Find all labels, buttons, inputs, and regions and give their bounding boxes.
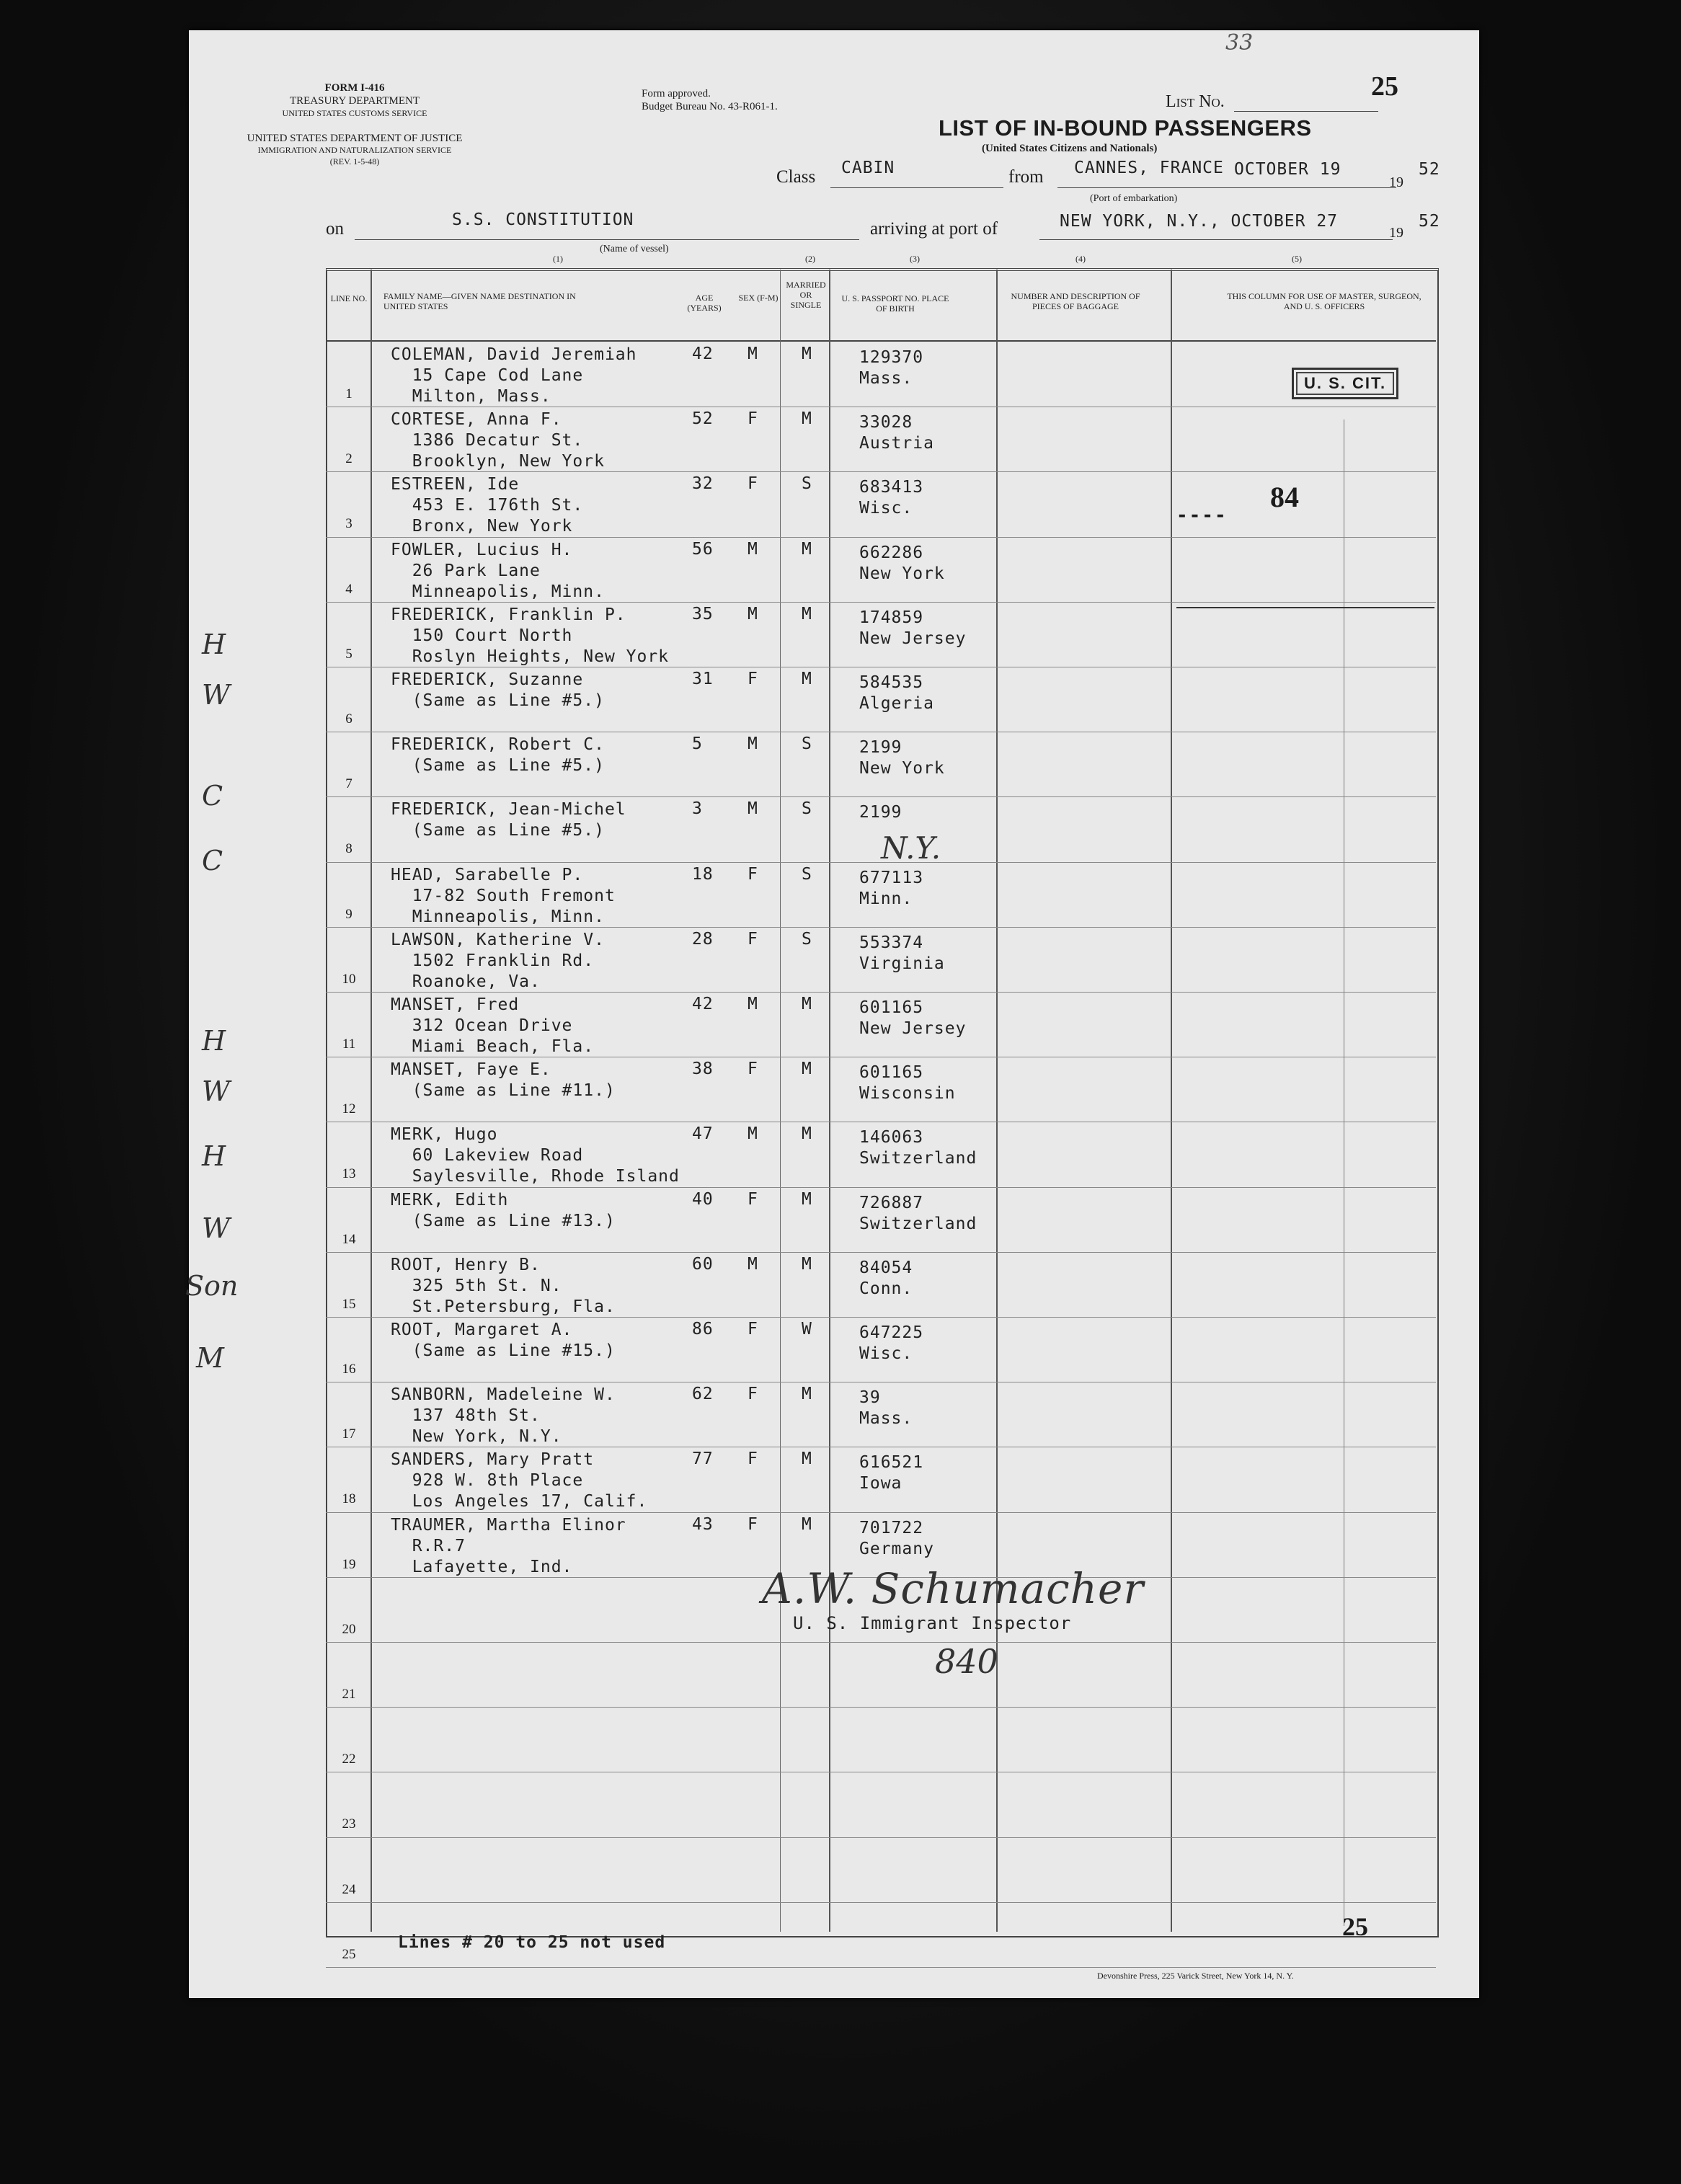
col-sex: SEX (F-M) — [738, 293, 779, 303]
passenger-row — [326, 732, 1436, 796]
class-value: CABIN — [841, 159, 895, 177]
from-label: from — [1008, 167, 1044, 187]
passenger-name-destination: ROOT, Henry B. 325 5th St. N. St.Petersburg, Fla. — [391, 1256, 616, 1316]
margin-mark: W — [202, 679, 231, 711]
passport-birthplace: 616521 Iowa — [859, 1453, 924, 1493]
passenger-marital-status: S — [802, 865, 812, 884]
passenger-name-destination: FREDERICK, Jean-Michel (Same as Line #5.) — [391, 800, 626, 840]
passenger-row — [326, 667, 1436, 732]
passenger-marital-status: S — [802, 799, 812, 818]
unused-lines-note: Lines # 20 to 25 not used — [398, 1933, 666, 1952]
passport-birthplace: 174859 New Jersey — [859, 608, 967, 648]
passenger-row — [326, 862, 1436, 927]
passenger-marital-status: M — [802, 995, 812, 1013]
col-num-3: (3) — [910, 254, 920, 264]
passport-birthplace: 2199 New York — [859, 738, 945, 778]
passenger-count: 84 — [1270, 481, 1299, 513]
passenger-sex: F — [748, 1450, 758, 1468]
count-dash: ---- — [1176, 505, 1228, 526]
passenger-sex: M — [748, 1255, 758, 1274]
passenger-manifest-sheet — [185, 30, 1479, 1998]
date-underline — [1274, 187, 1396, 188]
embark-year: 52 — [1419, 160, 1440, 179]
col-name-dest: FAMILY NAME—GIVEN NAME DESTINATION IN UNITED STATES — [383, 291, 576, 311]
margin-mark: M — [196, 1342, 224, 1374]
passenger-name-destination: COLEMAN, David Jeremiah 15 Cape Cod Lane Milton, Mass. — [391, 345, 637, 406]
arrival-port-date: NEW YORK, N.Y., OCTOBER 27 — [1060, 212, 1339, 231]
passenger-sex: F — [748, 1060, 758, 1078]
passport-birthplace: 39 Mass. — [859, 1388, 913, 1428]
passenger-name-destination: TRAUMER, Martha Elinor R.R.7 Lafayette, Ind. — [391, 1516, 626, 1576]
printer-imprint: Devonshire Press, 225 Varick Street, New York 14, N. Y. — [1097, 1971, 1294, 1981]
passenger-marital-status: M — [802, 540, 812, 559]
form-approved: Form approved. — [642, 88, 711, 99]
passenger-sex: F — [748, 474, 758, 493]
row-divider — [326, 1837, 1436, 1838]
passport-birthplace: 146063 Switzerland — [859, 1128, 977, 1168]
port-caption: (Port of embarkation) — [1090, 193, 1178, 204]
customs-service: UNITED STATES CUSTOMS SERVICE — [282, 108, 427, 118]
passenger-marital-status: M — [802, 345, 812, 363]
margin-mark: C — [202, 845, 223, 876]
passport-birthplace: 2199 — [859, 803, 902, 822]
passenger-row — [326, 992, 1436, 1057]
row-divider — [326, 1902, 1436, 1903]
revision-date: (REV. 1-5-48) — [329, 156, 380, 167]
col-passport: U. S. PASSPORT NO. PLACE OF BIRTH — [841, 293, 949, 314]
year-prefix: 19 — [1389, 174, 1403, 190]
list-no-line — [1234, 111, 1378, 112]
class-underline — [830, 187, 1003, 188]
passenger-sex: F — [748, 865, 758, 884]
manifest-subtitle: (United States Citizens and Nationals) — [982, 143, 1158, 154]
margin-mark: Son — [185, 1270, 239, 1302]
empty-line-number: 25 — [342, 1947, 356, 1962]
passenger-sex: M — [748, 1124, 758, 1143]
empty-line-number: 23 — [342, 1816, 356, 1832]
treasury-dept: TREASURY DEPARTMENT — [289, 95, 420, 107]
passenger-name-destination: MERK, Edith (Same as Line #13.) — [391, 1191, 616, 1230]
passenger-age: 38 — [692, 1060, 714, 1078]
passport-birthplace: 683413 Wisc. — [859, 478, 924, 518]
line-number: 11 — [342, 1036, 356, 1052]
passenger-age: 56 — [692, 540, 714, 559]
arrival-year: 52 — [1419, 212, 1440, 231]
passenger-name-destination: HEAD, Sarabelle P. 17-82 South Fremont Minneapolis, Minn. — [391, 866, 616, 926]
port-of-embarkation: CANNES, FRANCE — [1074, 159, 1224, 177]
passenger-age: 28 — [692, 930, 714, 949]
passenger-name-destination: MANSET, Faye E. (Same as Line #11.) — [391, 1060, 616, 1100]
passport-birthplace: 33028 Austria — [859, 413, 934, 453]
passenger-row — [326, 1382, 1436, 1447]
line-number: 19 — [342, 1557, 356, 1572]
passenger-marital-status: M — [802, 1450, 812, 1468]
margin-mark: W — [202, 1212, 231, 1244]
col-age: AGE (YEARS) — [687, 293, 722, 313]
passenger-row — [326, 537, 1436, 602]
margin-mark: H — [202, 629, 226, 660]
passenger-name-destination: CORTESE, Anna F. 1386 Decatur St. Brooklyn, New York — [391, 410, 605, 471]
passenger-name-destination: FOWLER, Lucius H. 26 Park Lane Minneapolis, Minn. — [391, 541, 605, 601]
embark-date: OCTOBER 19 — [1234, 160, 1341, 179]
passenger-marital-status: S — [802, 734, 812, 753]
line-number: 16 — [342, 1362, 356, 1377]
line-number: 18 — [342, 1491, 356, 1506]
passenger-age: 52 — [692, 409, 714, 428]
inspector-title: U. S. Immigrant Inspector — [793, 1613, 1072, 1633]
col-line-no: LINE NO. — [330, 293, 368, 303]
manifest-title: LIST OF IN-BOUND PASSENGERS — [939, 115, 1312, 141]
arrival-underline — [1039, 239, 1393, 240]
passport-birthplace: 601165 Wisconsin — [859, 1063, 956, 1103]
form-number: FORM I-416 — [324, 82, 385, 94]
passenger-row — [326, 1252, 1436, 1317]
passenger-name-destination: MERK, Hugo 60 Lakeview Road Saylesville, Rhode Island — [391, 1125, 680, 1186]
passenger-row — [326, 407, 1436, 471]
col-baggage: NUMBER AND DESCRIPTION OF PIECES OF BAGGAGE — [1011, 291, 1140, 311]
line-number: 15 — [342, 1297, 356, 1312]
us-citizen-stamp: U. S. CIT. — [1292, 368, 1398, 399]
col-num-5: (5) — [1292, 254, 1302, 264]
passenger-age: 18 — [692, 865, 714, 884]
passenger-marital-status: M — [802, 1255, 812, 1274]
list-no-value: 25 — [1371, 71, 1398, 102]
passenger-sex: F — [748, 670, 758, 688]
passenger-age: 5 — [692, 734, 703, 753]
empty-line-number: 24 — [342, 1882, 356, 1897]
passenger-age: 42 — [692, 995, 714, 1013]
passenger-sex: M — [748, 734, 758, 753]
line-number: 17 — [342, 1426, 356, 1442]
col-married: MARRIED OR SINGLE — [786, 280, 826, 310]
budget-bureau: Budget Bureau No. 43-R061-1. — [642, 101, 778, 112]
passenger-sex: F — [748, 930, 758, 949]
margin-mark: H — [202, 1140, 226, 1172]
col-num-4: (4) — [1075, 254, 1086, 264]
passenger-sex: M — [748, 605, 758, 623]
passenger-row — [326, 1447, 1436, 1512]
passport-birthplace: 553374 Virginia — [859, 933, 945, 973]
line-number: 9 — [345, 907, 352, 922]
passenger-marital-status: M — [802, 409, 812, 428]
arrival-year-prefix: 19 — [1389, 225, 1403, 241]
handwritten-number: 840 — [935, 1642, 998, 1681]
passenger-marital-status: M — [802, 1190, 812, 1209]
empty-line-number: 21 — [342, 1687, 356, 1702]
line-number: 10 — [342, 972, 356, 987]
passport-birthplace: 726887 Switzerland — [859, 1194, 977, 1233]
row-divider — [326, 1707, 1436, 1708]
ins-service: IMMIGRATION AND NATURALIZATION SERVICE — [257, 145, 452, 155]
corner-mark: 33 — [1225, 30, 1254, 56]
passport-birthplace: 701722 Germany — [859, 1519, 934, 1558]
line-number: 6 — [345, 711, 352, 727]
passenger-sex: M — [748, 540, 758, 559]
passenger-marital-status: M — [802, 1060, 812, 1078]
row-divider — [326, 1642, 1436, 1643]
line-number: 3 — [345, 516, 352, 531]
passenger-name-destination: SANBORN, Madeleine W. 137 48th St. New York, N.Y. — [391, 1385, 616, 1446]
passenger-row — [326, 342, 1436, 407]
line-number: 8 — [345, 841, 352, 856]
passenger-sex: M — [748, 995, 758, 1013]
passenger-age: 35 — [692, 605, 714, 623]
passenger-marital-status: S — [802, 474, 812, 493]
passenger-age: 60 — [692, 1255, 714, 1274]
passport-birthplace: 647225 Wisc. — [859, 1323, 924, 1363]
passenger-sex: M — [748, 345, 758, 363]
from-underline — [1057, 187, 1274, 188]
col-officers: THIS COLUMN FOR USE OF MASTER, SURGEON, AND U. S. OFFICERS — [1227, 291, 1421, 311]
passport-birthplace: 601165 New Jersey — [859, 998, 967, 1038]
passenger-name-destination: ROOT, Margaret A. (Same as Line #15.) — [391, 1320, 616, 1360]
passenger-marital-status: M — [802, 1385, 812, 1403]
passenger-row — [326, 471, 1436, 536]
passenger-age: 40 — [692, 1190, 714, 1209]
passport-birthplace: 129370 Mass. — [859, 348, 924, 388]
passenger-age: 43 — [692, 1515, 714, 1534]
passenger-row — [326, 1187, 1436, 1252]
handwritten-ny: N.Y. — [881, 830, 941, 866]
passenger-age: 42 — [692, 345, 714, 363]
on-label: on — [326, 219, 344, 239]
count-rule — [1176, 607, 1434, 608]
passenger-name-destination: FREDERICK, Suzanne (Same as Line #5.) — [391, 670, 605, 710]
passenger-marital-status: M — [802, 605, 812, 623]
passenger-age: 62 — [692, 1385, 714, 1403]
line-number: 4 — [345, 582, 352, 597]
bottom-list-number: 25 — [1342, 1912, 1368, 1941]
passenger-age: 77 — [692, 1450, 714, 1468]
passenger-marital-status: M — [802, 1515, 812, 1534]
inspector-signature: A.W. Schumacher — [762, 1564, 1145, 1613]
col-num-1: (1) — [553, 254, 563, 264]
passenger-name-destination: MANSET, Fred 312 Ocean Drive Miami Beach, Fla. — [391, 995, 595, 1056]
passenger-row — [326, 927, 1436, 992]
row-divider — [326, 1967, 1436, 1968]
line-number: 2 — [345, 451, 352, 466]
col-num-2: (2) — [805, 254, 815, 264]
line-number: 13 — [342, 1166, 356, 1181]
margin-mark: H — [202, 1025, 226, 1057]
passenger-age: 31 — [692, 670, 714, 688]
line-number: 7 — [345, 776, 352, 791]
passenger-marital-status: M — [802, 670, 812, 688]
margin-mark: C — [202, 780, 223, 812]
passenger-age: 86 — [692, 1320, 714, 1339]
line-number: 1 — [345, 386, 352, 401]
passenger-row — [326, 1317, 1436, 1382]
arriving-label: arriving at port of — [870, 219, 998, 239]
passenger-sex: F — [748, 409, 758, 428]
passenger-age: 3 — [692, 799, 703, 818]
passenger-sex: F — [748, 1190, 758, 1209]
passport-birthplace: 84054 Conn. — [859, 1259, 913, 1298]
passenger-marital-status: S — [802, 930, 812, 949]
vessel-name: S.S. CONSTITUTION — [452, 210, 634, 229]
empty-line-number: 20 — [342, 1622, 356, 1637]
vessel-underline — [355, 239, 859, 240]
passenger-name-destination: ESTREEN, Ide 453 E. 176th St. Bronx, New York — [391, 475, 584, 536]
line-number: 12 — [342, 1101, 356, 1117]
passenger-sex: F — [748, 1385, 758, 1403]
passport-birthplace: 662286 New York — [859, 543, 945, 583]
line-number: 5 — [345, 647, 352, 662]
passport-birthplace: 584535 Algeria — [859, 673, 934, 713]
passenger-sex: F — [748, 1515, 758, 1534]
empty-line-number: 22 — [342, 1752, 356, 1767]
vessel-caption: (Name of vessel) — [600, 244, 669, 254]
passenger-name-destination: FREDERICK, Franklin P. 150 Court North Roslyn Heights, New York — [391, 605, 670, 666]
line-number: 14 — [342, 1232, 356, 1247]
passenger-row — [326, 602, 1436, 667]
list-no-label: List No. — [1166, 92, 1225, 111]
passenger-sex: M — [748, 799, 758, 818]
passenger-age: 47 — [692, 1124, 714, 1143]
passport-birthplace: 677113 Minn. — [859, 869, 924, 908]
class-label: Class — [776, 167, 816, 187]
passenger-marital-status: M — [802, 1124, 812, 1143]
passenger-marital-status: W — [802, 1320, 812, 1339]
justice-dept: UNITED STATES DEPARTMENT OF JUSTICE — [247, 133, 463, 144]
passenger-name-destination: LAWSON, Katherine V. 1502 Franklin Rd. Roanoke, Va. — [391, 931, 605, 991]
passenger-row — [326, 1122, 1436, 1186]
passenger-name-destination: FREDERICK, Robert C. (Same as Line #5.) — [391, 735, 605, 775]
passenger-sex: F — [748, 1320, 758, 1339]
passenger-name-destination: SANDERS, Mary Pratt 928 W. 8th Place Los Angeles 17, Calif. — [391, 1450, 648, 1511]
margin-mark: W — [202, 1075, 231, 1107]
passenger-row — [326, 1057, 1436, 1122]
passenger-age: 32 — [692, 474, 714, 493]
